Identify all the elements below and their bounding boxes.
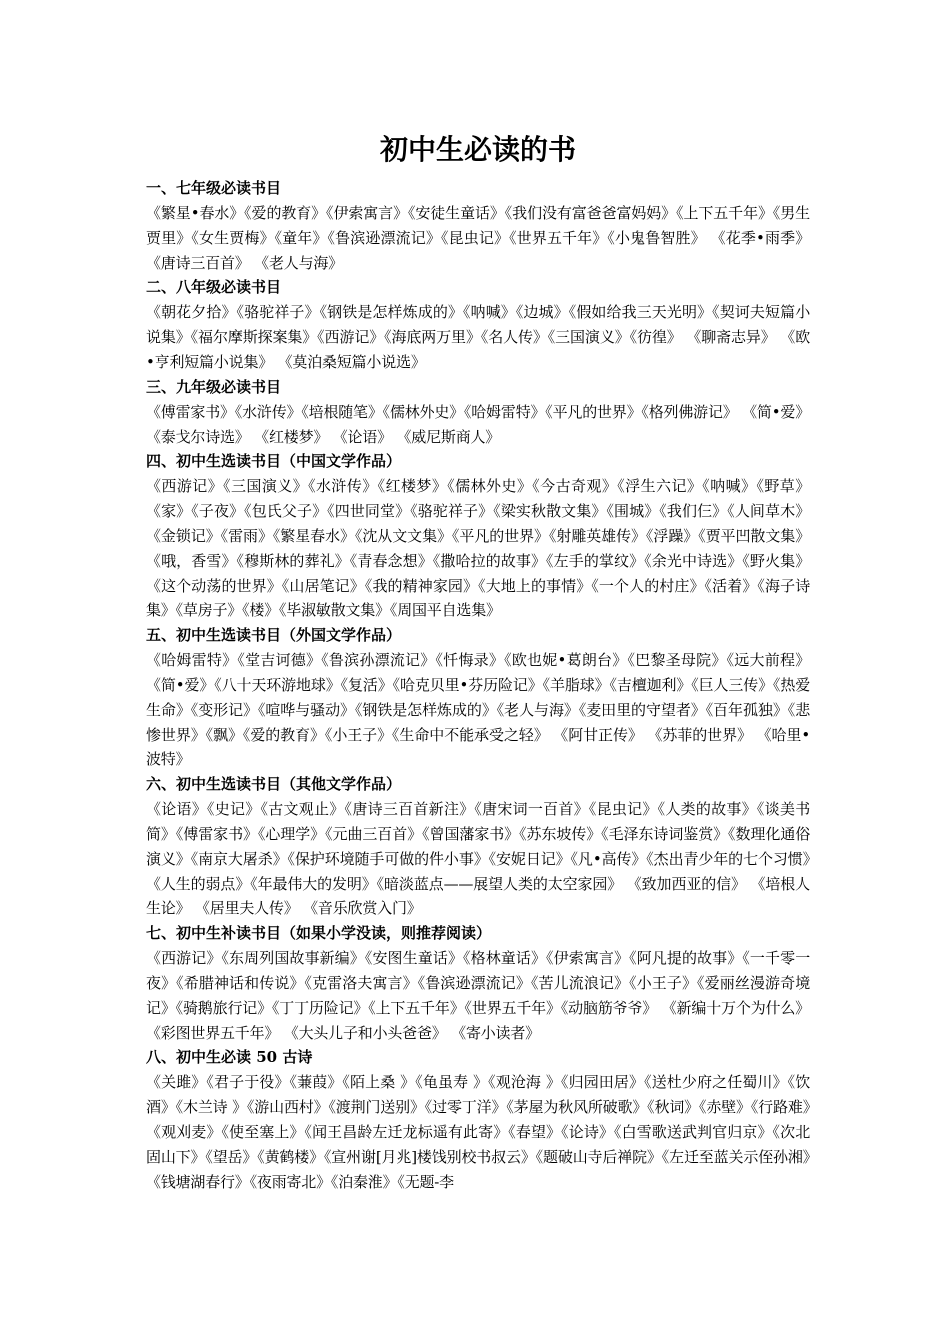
section-chinese-literature: [146, 449, 810, 623]
section-grade-9: [146, 375, 810, 450]
book-list: 《繁星•春水》《爱的教育》《伊索寓言》《安徒生童话》《我们没有富爸爸富妈妈》《上下五千年》《男生贾里》《女生贾梅》《童年》《鲁滨逊漂流记》《昆虫记》《世界五千年》《小鬼鲁智胜》 《花季•雨季》 《唐诗三百首》 《老人与海》: [146, 204, 810, 272]
poem-list: 《关雎》《君子于役》《蒹葭》《陌上桑 》《龟虽寿 》《观沧海 》《归园田居》《送杜少府之任蜀川》《饮酒》《木兰诗 》《游山西村》《渡荆门送别》《过零丁洋》《茅屋为秋风所破歌》《秋词》《赤壁》《行路难》《观刈麦》《使至塞上》《闻王昌龄左迁龙标遥有此寄》《春望》《论诗》《白雪歌送武判官归京》《次北固山下》《望岳》《黄鹤楼》《宣州谢[月兆]楼饯别校书叔云》《题破山寺后禅院》《左迁至蓝关示侄孙湘》《钱塘湖春行》《夜雨寄北》《泊秦淮》《无题-李: [146, 1073, 810, 1191]
book-list: 《傅雷家书》《水浒传》《培根随笔》《儒林外史》《哈姆雷特》《平凡的世界》《格列佛游记》 《简•爱》 《泰戈尔诗选》 《红楼梦》 《论语》 《威尼斯商人》: [146, 402, 810, 446]
section-other-literature: [146, 772, 810, 921]
section-heading: 六、初中生选读书目（其他文学作品）: [146, 775, 402, 794]
section-heading: 一、七年级必读书目: [146, 179, 282, 197]
section-heading: 四、初中生选读书目（中国文学作品）: [146, 452, 402, 471]
section-heading: 三、九年级必读书目: [146, 377, 282, 396]
book-list: 《西游记》《东周列国故事新编》《安图生童话》《格林童话》《伊索寓言》《阿凡提的故事》《一千零一夜》《希腊神话和传说》《克雷洛夫寓言》《鲁滨逊漂流记》《苦儿流浪记》《小王子》《爱丽丝漫游奇境记》《骑鹅旅行记》《丁丁历险记》《上下五千年》《世界五千年》《动脑筋爷爷》 《新编十万个为什么》 《彩图世界五千年》 《大头儿子和小头爸爸》 《寄小读者》: [146, 949, 810, 1042]
section-grade-7: [146, 176, 810, 275]
section-grade-8: [146, 275, 810, 374]
section-supplementary: [146, 921, 810, 1045]
section-heading: 二、八年级必读书目: [146, 278, 282, 297]
book-list: 《哈姆雷特》《堂吉诃德》《鲁滨孙漂流记》《忏悔录》《欧也妮•葛朗台》《巴黎圣母院》《远大前程》《简•爱》《八十天环游地球》《复活》《哈克贝里•芬历险记》《羊脂球》《吉檀迦利》《巨人三传》《热爱生命》《变形记》《喧哗与骚动》《钢铁是怎样炼成的》《老人与海》《麦田里的守望者》《百年孤独》《悲惨世界》《飘》《爱的教育》《小王子》《生命中不能承受之轻》 《阿甘正传》 《苏菲的世界》 《哈里•波特》: [146, 651, 810, 769]
book-list: 《朝花夕拾》《骆驼祥子》《钢铁是怎样炼成的》《呐喊》《边城》《假如给我三天光明》《契诃夫短篇小说集》《福尔摩斯探案集》《西游记》《海底两万里》《名人传》《三国演义》《彷徨》 《聊斋志异》 《欧•亨利短篇小说集》 《莫泊桑短篇小说选》: [146, 303, 810, 371]
section-heading: 七、初中生补读书目（如果小学没读，则推荐阅读）: [146, 924, 492, 943]
section-ancient-poems: [146, 1045, 810, 1194]
section-heading: 八、初中生必读 50 古诗: [146, 1048, 313, 1067]
section-heading: 五、初中生选读书目（外国文学作品）: [146, 626, 402, 645]
section-foreign-literature: [146, 623, 810, 772]
document-page: [146, 128, 810, 1194]
page-title: 初中生必读的书: [379, 133, 576, 166]
book-list: 《西游记》《三国演义》《水浒传》《红楼梦》《儒林外史》《今古奇观》《浮生六记》《呐喊》《野草》《家》《子夜》《包氏父子》《四世同堂》《骆驼祥子》《梁实秋散文集》《围城》《我们仨》《人间草木》《金锁记》《雷雨》《繁星春水》《沈从文文集》《平凡的世界》《射雕英雄传》《浮躁》《贾平凹散文集》《哦，香雪》《穆斯林的葬礼》《青春念想》《撒哈拉的故事》《左手的掌纹》《余光中诗选》《野火集》《这个动荡的世界》《山居笔记》《我的精神家园》《大地上的事情》《一个人的村庄》《活着》《海子诗集》《草房子》《楼》《毕淑敏散文集》《周国平自选集》: [146, 477, 810, 620]
book-list: 《论语》《史记》《古文观止》《唐诗三百首新注》《唐宋词一百首》《昆虫记》《人类的故事》《谈美书简》《傅雷家书》《心理学》《元曲三百首》《曾国藩家书》《苏东坡传》《毛泽东诗词鉴赏》《数理化通俗演义》《南京大屠杀》《保护环境随手可做的件小事》《安妮日记》《凡•高传》《杰出青少年的七个习惯》《人生的弱点》《年最伟大的发明》《暗淡蓝点——展望人类的太空家园》 《致加西亚的信》 《培根人生论》 《居里夫人传》 《音乐欣赏入门》: [146, 800, 810, 918]
